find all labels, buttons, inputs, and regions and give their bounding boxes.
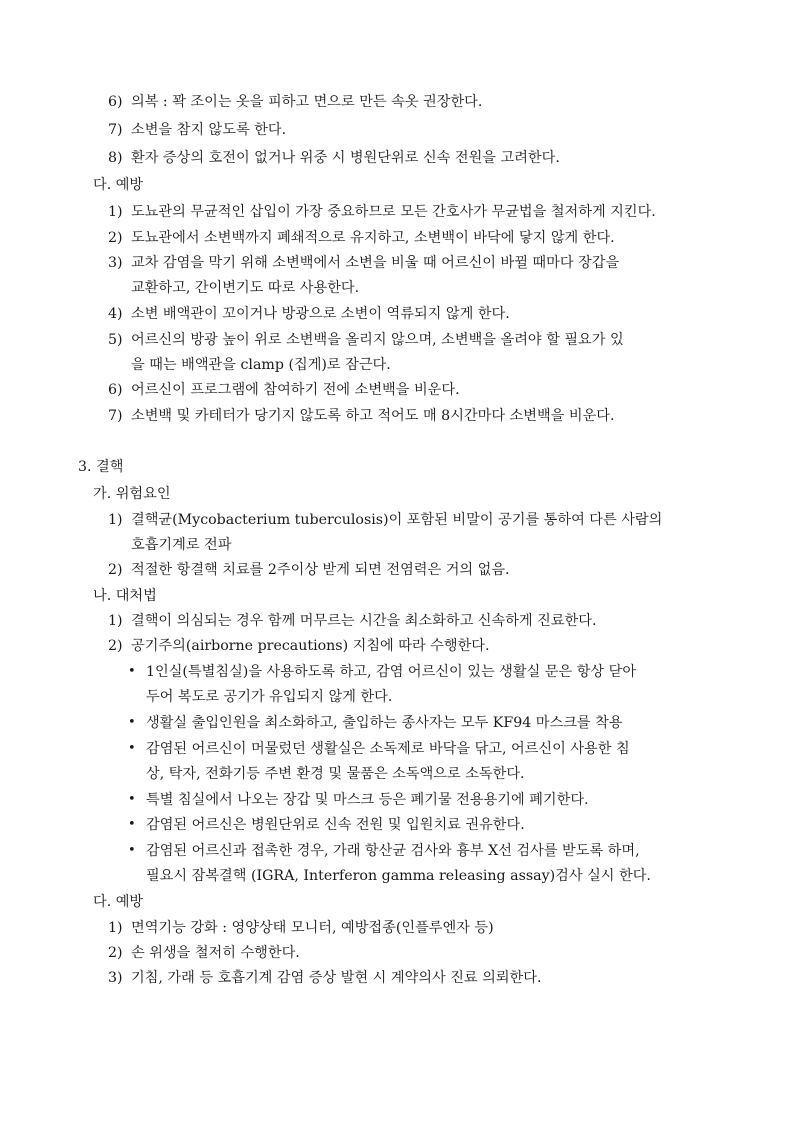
list-item-text: 어르신의 방광 높이 위로 소변백을 올리지 않으며, 소변백을 올려야 할 필요가 있	[131, 332, 624, 348]
list-number: 6)	[108, 94, 123, 110]
section-heading: 다. 예방	[93, 177, 144, 193]
list-number: 2)	[108, 562, 123, 578]
chapter-title: 3. 결핵	[78, 459, 124, 475]
list-item-text: 면역기능 강화 : 영양상태 모니터, 예방접종(인플루엔자 등)	[131, 920, 494, 936]
list-item-text: 소변을 참지 않도록 한다.	[131, 122, 287, 138]
bullet-text: 감염된 어르신과 접촉한 경우, 가래 항산균 검사와 흉부 X선 검사를 받도록 하며,	[146, 843, 640, 859]
bullet-marker: •	[128, 664, 136, 679]
list-number: 6)	[108, 382, 123, 398]
list-item-text-continued: 을 때는 배액관을 clamp (집게)로 잠근다.	[131, 357, 391, 373]
list-number: 8)	[108, 150, 123, 166]
list-item-text-continued: 교환하고, 간이변기도 따로 사용한다.	[131, 280, 360, 296]
bullet-text-continued: 상, 탁자, 전화기등 주변 환경 및 물품은 소독액으로 소독한다.	[146, 766, 525, 782]
list-number: 1)	[108, 512, 123, 528]
bullet-marker: •	[128, 843, 136, 858]
bullet-text: 특별 침실에서 나오는 장갑 및 마스크 등은 폐기물 전용용기에 폐기한다.	[146, 792, 589, 808]
section-heading: 가. 위험요인	[93, 486, 171, 502]
list-number: 4)	[108, 306, 123, 322]
list-number: 3)	[108, 255, 123, 271]
list-item-text: 결핵이 의심되는 경우 함께 머무르는 시간을 최소화하고 신속하게 진료한다.	[131, 613, 597, 629]
list-number: 1)	[108, 613, 123, 629]
bullet-marker: •	[128, 741, 136, 756]
list-number: 3)	[108, 970, 123, 986]
list-number: 2)	[108, 230, 123, 246]
list-item-text: 어르신이 프로그램에 참여하기 전에 소변백을 비운다.	[131, 382, 460, 398]
bullet-text: 생활실 출입인원을 최소화하고, 출입하는 종사자는 모두 KF94 마스크를 착용	[146, 715, 623, 731]
bullet-text-continued: 두어 복도로 공기가 유입되지 않게 한다.	[146, 689, 393, 705]
list-item-text: 환자 증상의 호전이 없거나 위중 시 병원단위로 신속 전원을 고려한다.	[131, 150, 560, 166]
bullet-marker: •	[128, 715, 136, 730]
list-item-text: 공기주의(airborne precautions) 지침에 따라 수행한다.	[131, 638, 490, 654]
list-number: 7)	[108, 122, 123, 138]
list-item-text: 적절한 항결핵 치료를 2주이상 받게 되면 전염력은 거의 없음.	[131, 562, 510, 578]
list-number: 7)	[108, 408, 123, 424]
bullet-marker: •	[128, 792, 136, 807]
bullet-marker: •	[128, 817, 136, 832]
list-item-text: 손 위생을 철저히 수행한다.	[131, 945, 300, 961]
list-item-text: 결핵균(Mycobacterium tuberculosis)이 포함된 비말이 공기를 통하여 다른 사람의	[131, 512, 663, 528]
list-item-text: 기침, 가래 등 호흡기계 감염 증상 발현 시 계약의사 진료 의뢰한다.	[131, 970, 542, 986]
list-item-text: 도뇨관의 무균적인 삽입이 가장 중요하므로 모든 간호사가 무균법을 철저하게 지킨다.	[131, 204, 656, 220]
list-number: 1)	[108, 204, 123, 220]
list-item-text: 교차 감염을 막기 위해 소변백에서 소변을 비울 때 어르신이 바뀔 때마다 장갑을	[131, 255, 620, 271]
bullet-text: 감염된 어르신은 병원단위로 신속 전원 및 입원치료 권유한다.	[146, 817, 525, 833]
list-item-text: 도뇨관에서 소변백까지 폐쇄적으로 유지하고, 소변백이 바닥에 닿지 않게 한다.	[131, 230, 615, 246]
section-heading: 나. 대처법	[93, 588, 157, 604]
list-number: 1)	[108, 920, 123, 936]
bullet-text: 감염된 어르신이 머물렀던 생활실은 소독제로 바닥을 닦고, 어르신이 사용한 침	[146, 741, 630, 757]
list-number: 2)	[108, 638, 123, 654]
list-item-text: 의복 : 꽉 조이는 옷을 피하고 면으로 만든 속옷 권장한다.	[131, 94, 483, 110]
bullet-text: 1인실(특별침실)을 사용하도록 하고, 감염 어르신이 있는 생활실 문은 항상 닫아	[146, 664, 637, 680]
list-item-text: 소변백 및 카테터가 당기지 않도록 하고 적어도 매 8시간마다 소변백을 비운다.	[131, 408, 615, 424]
list-item-text: 소변 배액관이 꼬이거나 방광으로 소변이 역류되지 않게 한다.	[131, 306, 510, 322]
list-number: 5)	[108, 332, 123, 348]
list-number: 2)	[108, 945, 123, 961]
section-heading: 다. 예방	[93, 894, 144, 910]
bullet-text-continued: 필요시 잠복결핵 (IGRA, Interferon gamma releasing assay)검사 실시 한다.	[146, 868, 651, 884]
list-item-text-continued: 호흡기계로 전파	[131, 537, 232, 553]
